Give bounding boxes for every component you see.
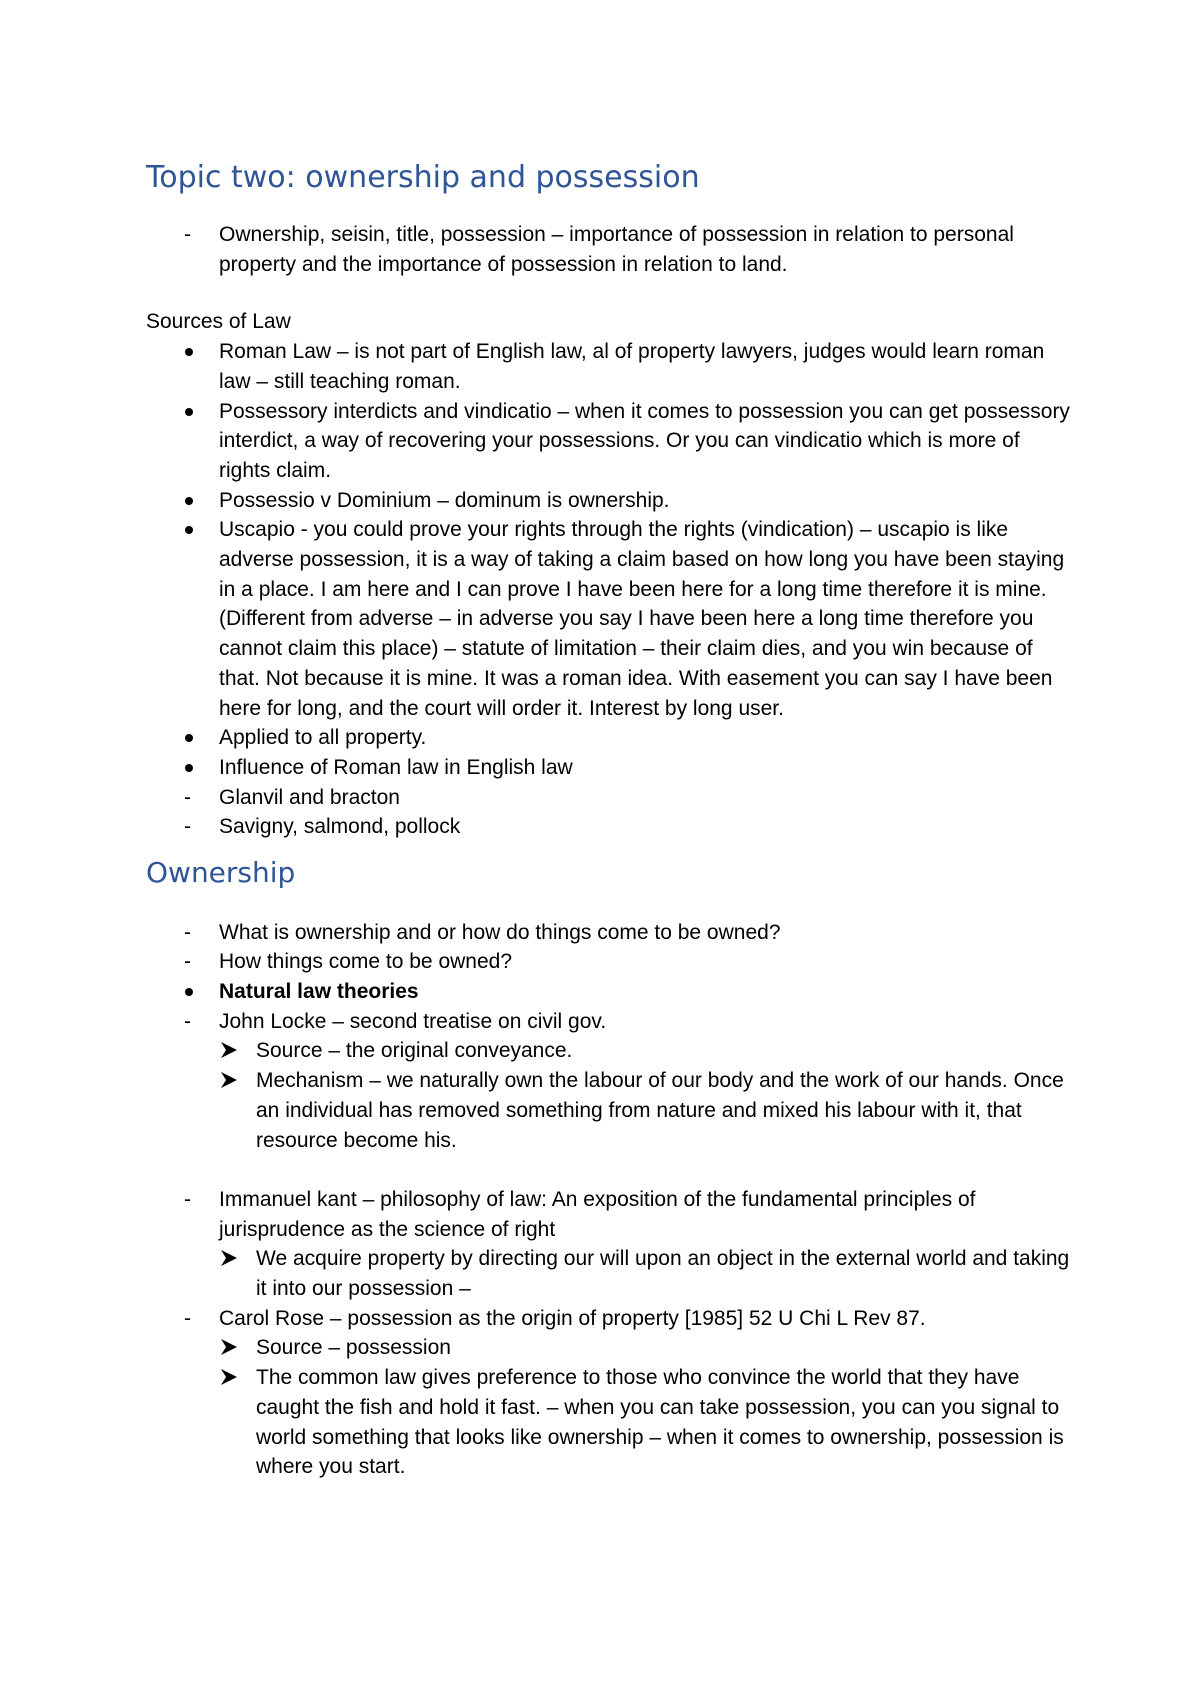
dash-marker	[184, 1185, 204, 1215]
ownership-list-continued	[146, 1185, 1076, 1482]
dash-marker	[184, 1007, 204, 1037]
section-heading-ownership: Ownership	[146, 856, 296, 890]
dash-marker	[184, 220, 204, 250]
list-item: Applied to all property.	[219, 726, 427, 750]
list-item: Influence of Roman law in English law	[219, 755, 573, 779]
sub-list-item: Source – possession	[146, 1333, 1076, 1363]
sub-list-item: Mechanism – we naturally own the labour of our body and the work of our hands. Once an individual has removed something from nature and mixed his labour with it, that resource become his.	[146, 1066, 1076, 1155]
sources-list	[146, 337, 1076, 842]
arrow-bullet-icon	[220, 1036, 240, 1068]
document-body	[146, 160, 1076, 1482]
dash-marker	[184, 783, 204, 813]
list-item: Uscapio - you could prove your rights through the rights (vindication) – uscapio is like adverse possession, it is a way of taking a claim based on how long you have been staying in a place. I am here and I can prove I have been here for a long time therefore it is mine. (Different from adverse – in adverse you say I have been here a long time therefore you cannot claim this place) – statute of limitation – their claim dies, and you win because of that. Not because it is mine. It was a roman idea. With easement you can say I have been here for long, and the court will order it. Interest by long user.	[219, 518, 1065, 720]
arrow-bullet-icon	[220, 1244, 240, 1276]
dash-marker	[184, 1304, 204, 1334]
sub-list-item: Source – the original conveyance.	[146, 1036, 1076, 1066]
dash-marker	[184, 918, 204, 948]
arrow-bullet-icon	[220, 1066, 240, 1098]
list-item: - Glanvil and bracton	[146, 783, 1076, 813]
intro-list	[146, 220, 1076, 279]
blank-line	[146, 1155, 1076, 1185]
arrow-bullet-icon	[220, 1363, 240, 1395]
list-item: - How things come to be owned?	[146, 947, 1076, 977]
page-title: Topic two: ownership and possession	[146, 160, 700, 195]
dash-marker	[184, 947, 204, 977]
section-label-sources: Sources of Law	[146, 310, 291, 334]
list-item: Possessory interdicts and vindicatio – when it comes to possession you can get possessory interdict, a way of recovering your possessions. Or you can vindicatio which is more of rights claim.	[219, 399, 1070, 482]
sub-list-item: We acquire property by directing our will upon an object in the external world and taking it into our possession –	[146, 1244, 1076, 1303]
arrow-bullet-icon	[220, 1333, 240, 1365]
list-item: - Ownership, seisin, title, possession – importance of possession in relation to personal property and the importance of possession in relation to land.	[146, 220, 1076, 279]
list-item: - What is ownership and or how do things come to be owned?	[146, 918, 1076, 948]
list-item: Roman Law – is not part of English law, al of property lawyers, judges would learn roman law – still teaching roman.	[219, 340, 1045, 393]
list-item: Possessio v Dominium – dominum is ownership.	[219, 488, 670, 512]
ownership-list	[146, 918, 1076, 1156]
sub-list-item: The common law gives preference to those who convince the world that they have caught the fish and hold it fast. – when you can take possession, you can you signal to world something that looks like ownership – when it comes to ownership, possession is where you start.	[146, 1363, 1076, 1482]
list-item: - Savigny, salmond, pollock	[146, 812, 1076, 842]
list-item: - Immanuel kant – philosophy of law: An exposition of the fundamental principles of jurisprudence as the science of right	[146, 1185, 1076, 1244]
list-item: Natural law theories	[219, 980, 419, 1004]
dash-marker	[184, 812, 204, 842]
list-item: - John Locke – second treatise on civil gov.	[146, 1007, 1076, 1037]
list-item: - Carol Rose – possession as the origin of property [1985] 52 U Chi L Rev 87.	[146, 1304, 1076, 1334]
